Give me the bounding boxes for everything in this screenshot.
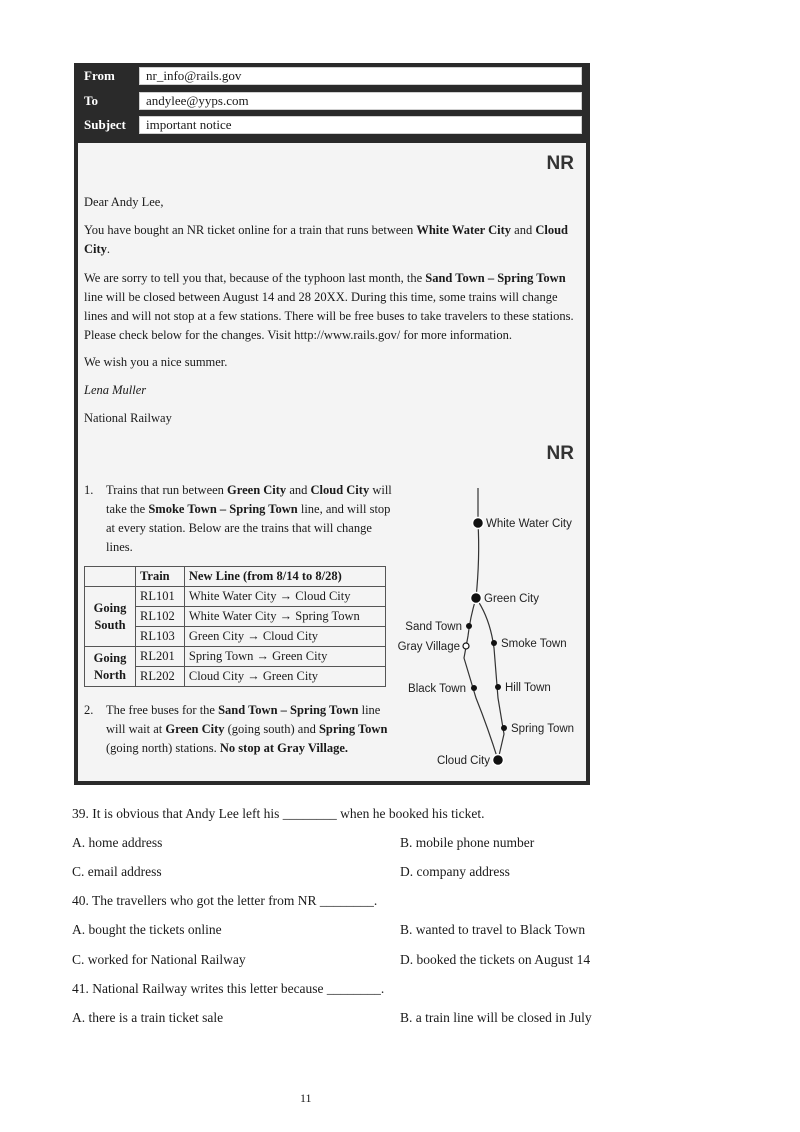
table-row: Going North RL201 Spring Town → Green City <box>85 647 386 667</box>
nr-logo: NR <box>546 153 574 174</box>
notice-item-1: 1. Trains that run between Green City and Cloud City will take the Smoke Town – Spring Town line, and will stop at every station. Below are the trains that will change lines. <box>84 483 392 554</box>
greeting: Dear Andy Lee, <box>84 195 164 209</box>
station-green-city <box>471 593 482 604</box>
station-black-town <box>471 685 477 691</box>
table-row: Going South RL101 White Water City → Cloud City <box>85 587 386 607</box>
station-spring-town <box>501 725 507 731</box>
email-notice <box>74 63 590 785</box>
label-spring-town: Spring Town <box>511 723 575 735</box>
table-row: RL202 Cloud City → Green City <box>85 667 386 687</box>
rail-map <box>398 478 586 778</box>
station-gray-village <box>463 643 469 649</box>
label-gray-village: Gray Village <box>398 641 460 653</box>
paragraph-1: You have bought an NR ticket online for a train that runs between White Water City and Cloud City. <box>84 223 568 256</box>
option-40-c: C. worked for National Railway <box>72 952 246 967</box>
track-main <box>476 523 479 598</box>
table-row: Train New Line (from 8/14 to 8/28) <box>85 567 386 587</box>
option-41-a: A. there is a train ticket sale <box>72 1010 224 1025</box>
table-row: RL103 Green City → Cloud City <box>85 627 386 647</box>
question-41: 41. National Railway writes this letter because ________. <box>72 981 385 996</box>
station-sand-town <box>466 623 472 629</box>
label-white-water: White Water City <box>486 518 572 530</box>
option-39-c: C. email address <box>72 864 162 879</box>
organization: National Railway <box>84 411 172 425</box>
option-39-d: D. company address <box>400 864 510 879</box>
from-row <box>74 65 590 87</box>
from-field: nr_info@rails.gov <box>139 67 582 85</box>
option-39-a: A. home address <box>72 835 163 850</box>
question-40: 40. The travellers who got the letter from NR ________. <box>72 893 378 908</box>
to-row <box>74 90 590 112</box>
track-west <box>464 598 498 760</box>
label-black-town: Black Town <box>408 683 466 695</box>
label-green-city: Green City <box>484 593 539 605</box>
subject-label: Subject <box>84 117 126 132</box>
option-40-b: B. wanted to travel to Black Town <box>400 922 586 937</box>
nr-logo-2: NR <box>546 443 574 464</box>
label-sand-town: Sand Town <box>405 621 462 633</box>
table-row: RL102 White Water City → Spring Town <box>85 607 386 627</box>
option-40-d: D. booked the tickets on August 14 <box>400 952 591 967</box>
page-number: 11 <box>300 1091 312 1105</box>
station-hill-town <box>495 684 501 690</box>
from-label: From <box>84 68 115 83</box>
option-40-a: A. bought the tickets online <box>72 922 222 937</box>
label-hill-town: Hill Town <box>505 682 551 694</box>
station-cloud-city <box>493 755 504 766</box>
to-label: To <box>84 93 98 108</box>
label-cloud-city: Cloud City <box>436 755 490 767</box>
paragraph-2: We are sorry to tell you that, because of the typhoon last month, the Sand Town – Spring Town line will be closed between August 14 and 28 20XX. During this time, some trains will change lines and will not stop at a few stations. There will be free buses to take travelers to these stations. Please check below for the changes. Visit http://www.rails.gov/ for more information. <box>84 271 574 342</box>
label-smoke-town: Smoke Town <box>501 638 567 650</box>
question-39: 39. It is obvious that Andy Lee left his ________ when he booked his ticket. <box>72 806 485 821</box>
subject-row <box>74 114 590 136</box>
station-smoke-town <box>491 640 497 646</box>
email-body <box>78 143 586 781</box>
station-white-water <box>473 518 484 529</box>
option-41-b: B. a train line will be closed in July <box>400 1010 592 1025</box>
wish-line: We wish you a nice summer. <box>84 355 228 369</box>
train-change-table <box>84 566 386 687</box>
notice-item-2: 2. The free buses for the Sand Town – Spring Town line will wait at Green City (going south) and Spring Town (going north) stations. No stop at Gray Village. <box>84 703 388 755</box>
to-field: andylee@yyps.com <box>139 92 582 110</box>
signature: Lena Muller <box>84 383 147 397</box>
subject-field: important notice <box>139 116 582 134</box>
option-39-b: B. mobile phone number <box>400 835 535 850</box>
